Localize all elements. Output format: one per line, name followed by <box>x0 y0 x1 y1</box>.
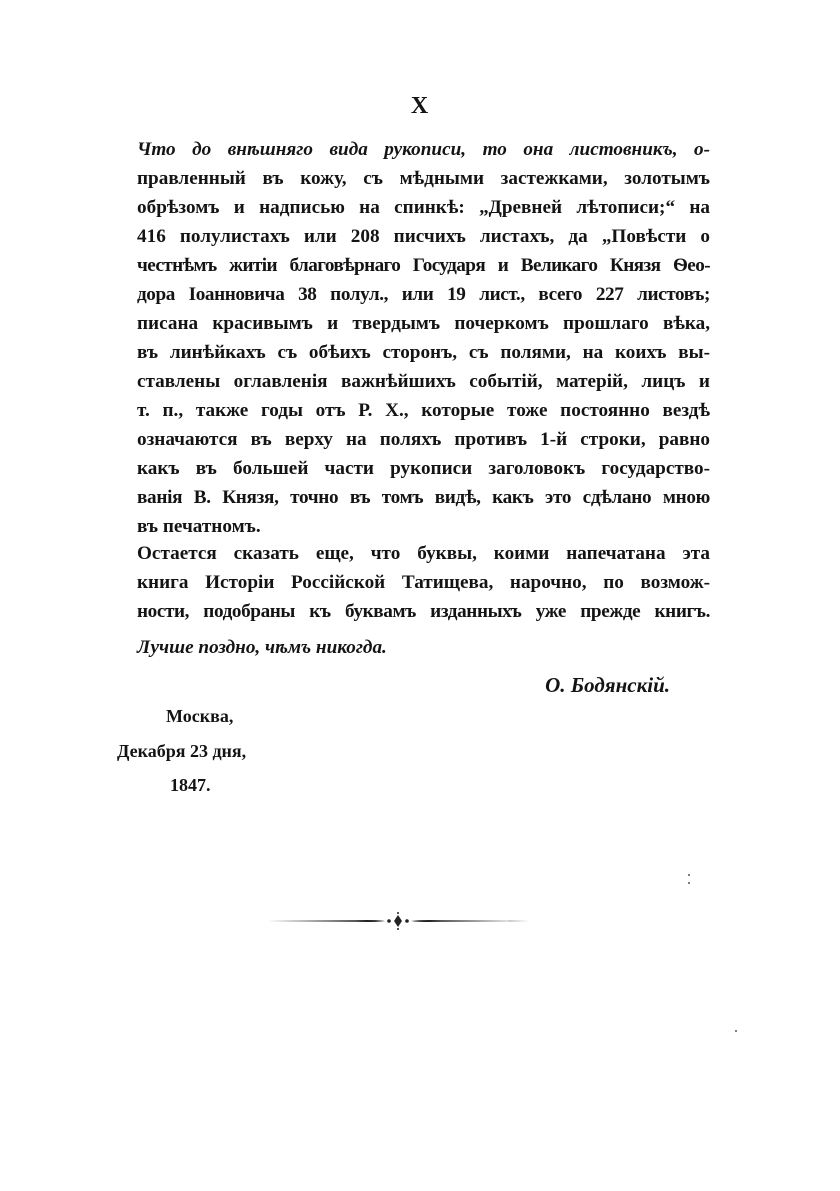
text-line: какъ въ большей части рукописи заголовокъ государство- <box>137 458 710 479</box>
author-signature: О. Бодянскій. <box>545 673 670 697</box>
paper-speck <box>688 874 690 876</box>
text-line: въ печатномъ. <box>137 516 261 537</box>
paper-speck <box>735 1030 737 1032</box>
text-line: дора Іоанновича 38 полул., или 19 лист., всего 227 листовъ; <box>137 284 710 305</box>
text-line: въ линѣйкахъ съ обѣихъ сторонъ, съ полями, на коихъ вы- <box>137 342 710 363</box>
text-line: ности, подобраны къ буквамъ изданныхъ уже прежде книгъ. <box>137 601 710 622</box>
place-date: Декабря 23 дня, <box>117 741 247 761</box>
text-line: правленный въ кожу, съ мѣдными застежками, золотымъ <box>137 168 710 189</box>
text-line: обрѣзомъ и надписью на спинкѣ: „Древней лѣтописи;“ на <box>137 197 710 218</box>
ornament-divider <box>265 910 531 932</box>
place-year: 1847. <box>170 775 211 795</box>
paragraph-proverb <box>137 633 710 662</box>
text-line: ставлены оглавленія важнѣйшихъ событій, матерій, лицъ и <box>137 371 710 392</box>
text-line: 416 полулистахъ или 208 писчихъ листахъ, да „Повѣсти о <box>137 226 710 247</box>
text-line: ванія В. Князя, точно въ томъ видѣ, какъ это сдѣлано мною <box>137 487 710 508</box>
text-line: Что до внѣшняго вида рукописи, то она листовникъ, о- <box>137 139 710 160</box>
text-line: означаются въ верху на поляхъ противъ 1-й строки, равно <box>137 429 710 450</box>
text-line: книга Исторіи Россійской Татищева, нарочно, по возмож- <box>137 572 710 593</box>
paper-speck <box>688 882 690 884</box>
text-line: писана красивымъ и твердымъ почеркомъ прошлаго вѣка, <box>137 313 710 334</box>
paragraph-manuscript-description <box>137 135 710 541</box>
text-line: Лучше поздно, чѣмъ никогда. <box>137 637 387 658</box>
text-line: Остается сказать еще, что буквы, коими напечатана эта <box>137 543 710 564</box>
paragraph-typeface-note <box>137 539 710 626</box>
text-line: т. п., также годы отъ Р. Х., которые тоже постоянно вездѣ <box>137 400 710 421</box>
text-line: честнѣмъ житіи благовѣрнаго Государя и Великаго Князя Ѳео- <box>137 255 710 276</box>
page-number: X <box>410 93 430 119</box>
place-city: Москва, <box>166 706 234 726</box>
